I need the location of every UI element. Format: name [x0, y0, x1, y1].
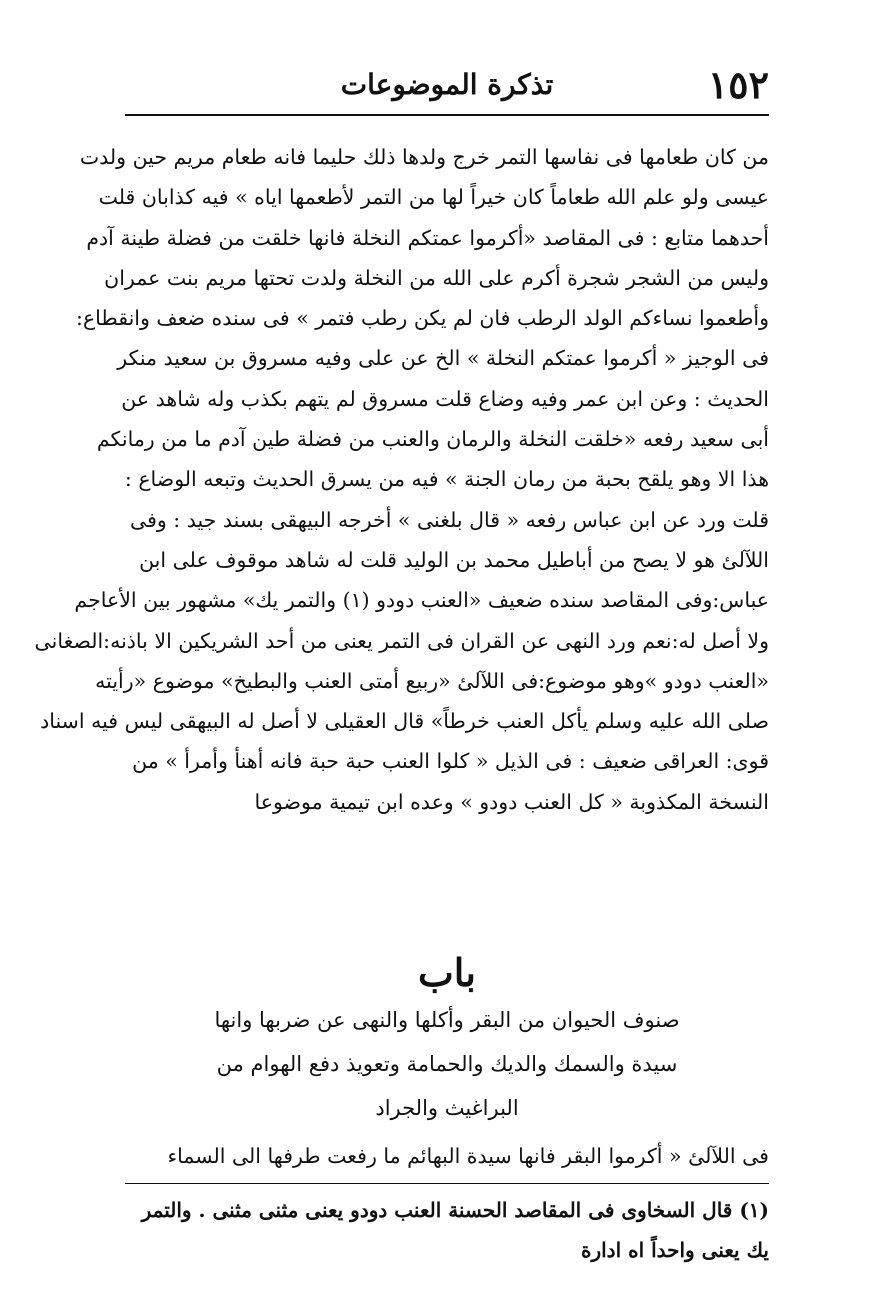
text-line: من كان طعامها فى نفاسها التمر خرج ولدها ذلك حليما فانه طعام مريم حين ولدت	[79, 145, 769, 169]
text-line: هذا الا وهو يلقح بحبة من رمان الجنة » فيه من يسرق الحديث وتبعه الوضاع :	[124, 467, 769, 492]
text-line: صلى الله عليه وسلم يأكل العنب خرطاً» قال العقيلى لا أصل له البيهقى ليس فيه اسناد	[40, 709, 769, 734]
text-line: النسخة المكذوبة « كل العنب دودو » وعده ابن تيمية موضوعا	[254, 789, 769, 814]
text-line: عباس:وفى المقاصد سنده ضعيف «العنب دودو (١) والتمر يك» مشهور بين الأعاجم	[74, 588, 769, 613]
text-line: «العنب دودو »وهو موضوع:فى اللآلئ «ربيع أمتى العنب والبطيخ» موضوع «رأيته	[95, 668, 769, 693]
chapter-heading: باب	[418, 950, 476, 995]
text-line: ولا أصل له:نعم ورد النهى عن القران فى التمر يعنى من أحد الشريكين الا باذنه:الصغانى	[34, 628, 769, 653]
text-line: قلت ورد عن ابن عباس رفعه « قال بلغنى » أخرجه البيهقى بسند جيد : وفى	[130, 507, 769, 532]
text-line: أحدهما متابع : فى المقاصد «أكرموا عمتكم النخلة فانها خلقت من فضلة طينة آدم	[86, 225, 769, 250]
page-header	[125, 60, 769, 110]
footnote-line: يك يعنى واحداً اه ادارة	[580, 1238, 769, 1262]
text-line: اللآلئ هو لا يصح من أباطيل محمد بن الوليد قلت له شاهد موقوف على ابن	[139, 547, 769, 572]
footnote-line: (١) قال السخاوى فى المقاصد الحسنة العنب دودو يعنى مثنى مثنى . والتمر	[141, 1198, 769, 1222]
text-line: فى اللآلئ « أكرموا البقر فانها سيدة البهائم ما رفعت طرفها الى السماء	[167, 1144, 769, 1168]
text-line: عيسى ولو علم الله طعاماً كان خيراً لها من التمر لأطعمها اياه » فيه كذابان قلت	[98, 185, 769, 210]
chapter-body-text	[125, 1136, 769, 1176]
text-line: الحديث : وعن ابن عمر وفيه وضاع قلت مسروق لم يتهم بكذب وله شاهد عن	[121, 386, 769, 411]
text-line: وليس من الشجر شجرة أكرم على الله من النخلة ولدت تحتها مريم بنت عمران	[104, 265, 769, 290]
chapter-title-line: البراغيث والجراد	[375, 1096, 519, 1120]
running-title: تذكرة الموضوعات	[340, 68, 554, 101]
footnotes	[125, 1190, 769, 1270]
text-line: وأطعموا نساءكم الولد الرطب فان لم يكن رطب فتمر » فى سنده ضعف وانقطاع:	[76, 306, 769, 331]
body-text	[34, 137, 769, 822]
chapter-title-line: صنوف الحيوان من البقر وأكلها والنهى عن ضربها وانها	[214, 1008, 680, 1032]
page-number: ١٥٢	[707, 62, 769, 107]
footnote-rule	[125, 1183, 769, 1184]
text-line: أبى سعيد رفعه «خلقت النخلة والرمان والعنب من فضلة طين آدم ما من رمانكم	[96, 427, 769, 452]
text-line: قوى: العراقى ضعيف : فى الذيل « كلوا العنب حبة حبة فانه أهنأ وأمرأ » من	[132, 749, 769, 774]
chapter-title	[125, 998, 769, 1130]
text-line: فى الوجيز « أكرموا عمتكم النخلة » الخ عن على وفيه مسروق بن سعيد منكر	[117, 346, 769, 371]
chapter-title-line: سيدة والسمك والديك والحمامة وتعويذ دفع الهوام من	[216, 1052, 678, 1076]
header-rule	[125, 114, 769, 116]
